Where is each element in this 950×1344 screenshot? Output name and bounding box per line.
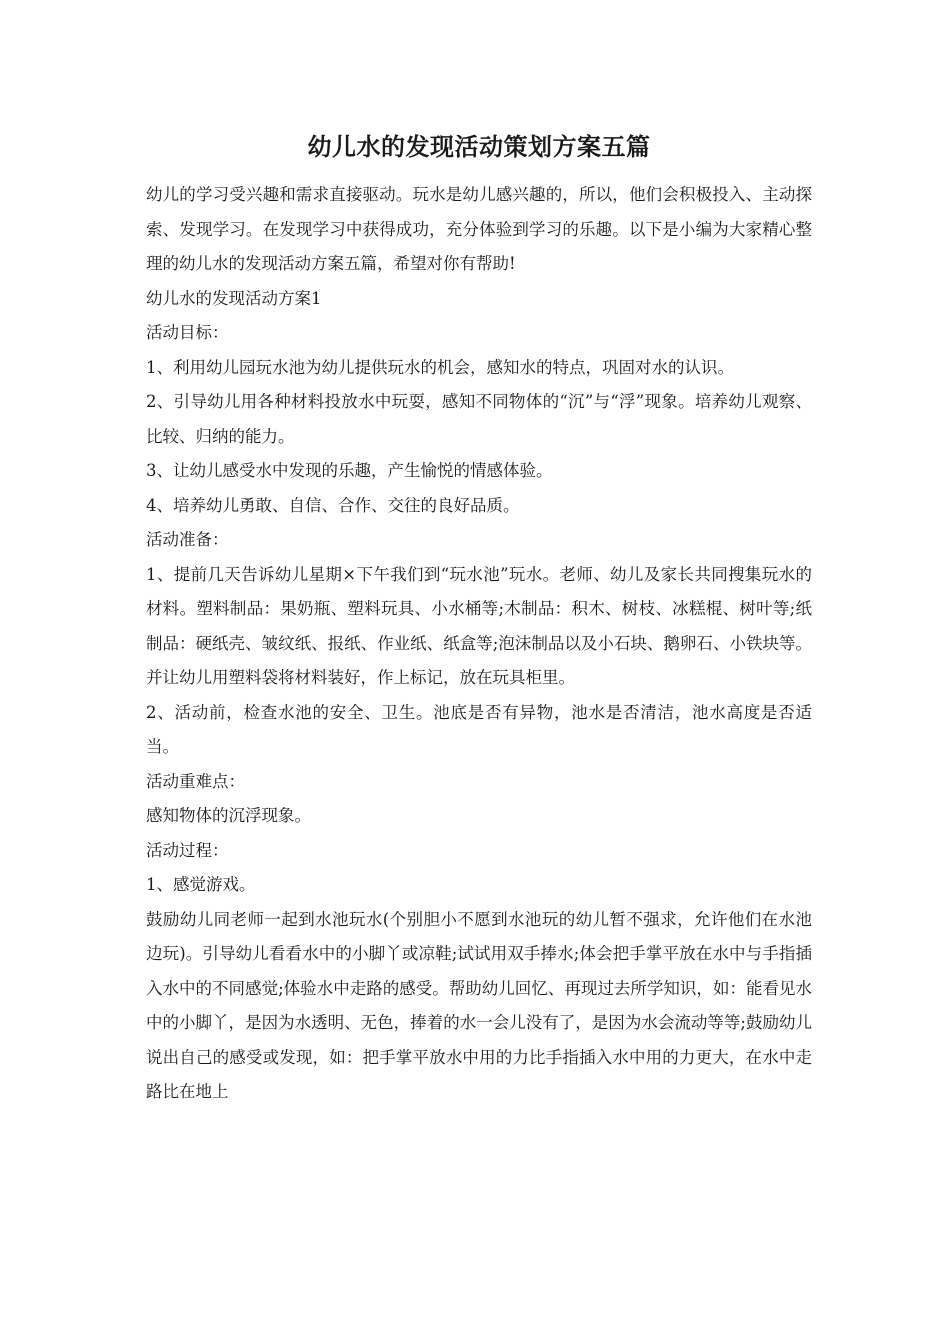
goal-item-4: 4、培养幼儿勇敢、自信、合作、交往的良好品质。 <box>146 495 520 515</box>
section-heading-plan-1: 幼儿水的发现活动方案1 <box>146 288 322 308</box>
heading-activity-process: 活动过程： <box>146 840 229 860</box>
document-title: 幼儿水的发现活动策划方案五篇 <box>307 132 651 161</box>
preparation-item-2: 2、活动前，检查水池的安全、卫生。池底是否有异物，池水是否清洁，池水高度是否适当。 <box>146 702 812 756</box>
heading-activity-preparation: 活动准备： <box>146 530 229 549</box>
goal-item-3: 3、让幼儿感受水中发现的乐趣，产生愉悦的情感体验。 <box>146 461 553 480</box>
heading-key-difficulties: 活动重难点： <box>146 771 245 791</box>
process-step-1-body: 鼓励幼儿同老师一起到水池玩水(个别胆小不愿到水池玩的幼儿暂不强求，允许他们在水池边玩)。引导幼儿看看水中的小脚丫或凉鞋;试试用双手捧水;体会把手掌平放在水中与手指插入水中的不同感觉;体验水中走路的感受。帮助幼儿回忆、再现过去所学知识，如：能看见水中的小脚丫，是因为水透明、无色，捧着的水一会儿没有了，是因为水会流动等等;鼓励幼儿说出自己的感受或发现，如：把手掌平放水中用的力比手指插入水中用的力更大，在水中走路比在地上 <box>146 909 812 1101</box>
key-difficulties-text: 感知物体的沉浮现象。 <box>146 806 311 825</box>
goal-item-2: 2、引导幼儿用各种材料投放水中玩耍，感知不同物体的“沉”与“浮”现象。培养幼儿观察、比较、归纳的能力。 <box>146 392 812 446</box>
goal-item-1: 1、利用幼儿园玩水池为幼儿提供玩水的机会，感知水的特点，巩固对水的认识。 <box>146 357 734 377</box>
intro-paragraph: 幼儿的学习受兴趣和需求直接驱动。玩水是幼儿感兴趣的，所以，他们会积极投入、主动探索、发现学习。在发现学习中获得成功，充分体验到学习的乐趣。以下是小编为大家精心整理的幼儿水的发现活动方案五篇，希望对你有帮助! <box>146 185 812 273</box>
heading-activity-goals: 活动目标： <box>146 323 229 342</box>
preparation-item-1: 1、提前几天告诉幼儿星期×下午我们到“玩水池”玩水。老师、幼儿及家长共同搜集玩水的材料。塑料制品：果奶瓶、塑料玩具、小水桶等;木制品：积木、树枝、冰糕棍、树叶等;纸制品：硬纸壳、皱纹纸、报纸、作业纸、纸盒等;泡沫制品以及小石块、鹅卵石、小铁块等。并让幼儿用塑料袋将材料装好，作上标记，放在玩具柜里。 <box>146 564 812 687</box>
process-step-1-heading: 1、感觉游戏。 <box>146 875 256 894</box>
